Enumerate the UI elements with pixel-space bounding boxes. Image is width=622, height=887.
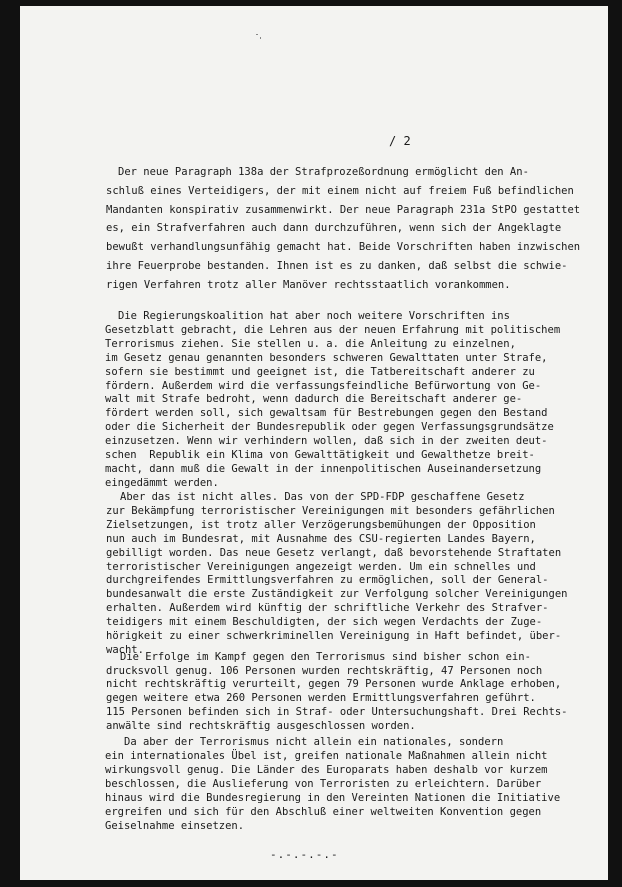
text-line: hinaus wird die Bundesregierung in den Vereinten Nationen die Initiative [105,792,561,804]
text-line: Geiselnahme einsetzen. [105,820,245,832]
text-line: nicht rechtskräftig verurteilt, gegen 79 Personen wurde Anklage erhoben, [106,678,562,690]
text-line: hörigkeit zu einer schwerkriminellen Vereinigung in Haft befindet, über- [106,630,562,642]
text-line: nun auch im Bundesrat, mit Ausnahme des CSU-regierten Landes Bayern, [106,533,536,545]
text-line: im Gesetz genau genannten besonders schweren Gewalttaten unter Strafe, [105,352,548,364]
text-line: erhalten. Außerdem wird künftig der schriftliche Verkehr des Strafver- [106,602,549,614]
text-line: wacht. [106,644,144,656]
text-line: Terrorismus ziehen. Sie stellen u. a. die Anleitung zu einzelnen, [105,338,516,350]
text-line: terroristischer Vereinigungen angezeigt werden. Um ein schnelles und [106,561,536,573]
text-line: gegen weitere etwa 260 Personen werden Ermittlungsverfahren geführt. [106,692,536,704]
text-line: Gesetzblatt gebracht, die Lehren aus der neuen Erfahrung mit politischem [105,324,561,336]
page-number: / 2 [389,134,411,148]
text-line: anwälte sind rechtskräftig ausgeschlossen worden. [106,720,416,732]
text-line: oder die Sicherheit der Bundesrepublik oder gegen Verfassungsgrundsätze [105,421,554,433]
text-line: beschlossen, die Auslieferung von Terroristen zu erleichtern. Darüber [105,778,542,790]
text-line: Die Regierungskoalition hat aber noch weitere Vorschriften ins [118,310,510,322]
text-line: Der neue Paragraph 138a der Strafprozeßordnung ermöglicht den An- [118,166,529,178]
text-line: bewußt verhandlungsunfähig gemacht hat. Beide Vorschriften haben inzwischen [106,241,581,253]
text-line: es, ein Strafverfahren auch dann durchzuführen, wenn sich der Angeklagte [106,222,562,234]
text-line: gebilligt worden. Das neue Gesetz verlangt, daß bevorstehende Straftaten [106,547,562,559]
text-line: Die Erfolge im Kampf gegen den Terrorismus sind bisher schon ein- [120,651,531,663]
text-line: Mandanten konspirativ zusammenwirkt. Der neue Paragraph 231a StPO gestattet [106,204,581,216]
text-line: teidigers mit einem Beschuldigten, der sich wegen Verdachts der Zuge- [106,616,543,628]
text-line: rigen Verfahren trotz aller Manöver rechtsstaatlich vorankommen. [106,279,511,291]
text-line: fördern. Außerdem wird die verfassungsfeindliche Befürwortung von Ge- [105,380,542,392]
text-line: walt mit Strafe bedroht, wenn dadurch die Bereitschaft anderer ge- [105,393,523,405]
document-page [20,6,608,880]
text-line: wirkungsvoll genug. Die Länder des Europarats haben deshalb vor kurzem [105,764,548,776]
text-line: zur Bekämpfung terroristischer Vereinigungen mit besonders gefährlichen [106,505,555,517]
text-line: sofern sie bestimmt und geeignet ist, die Tatbereitschaft anderer zu [105,366,535,378]
scan-speck [256,34,258,35]
scan-speck [260,37,261,39]
text-line: ein internationales Übel ist, greifen nationale Maßnahmen allein nicht [105,750,548,762]
text-line: ihre Feuerprobe bestanden. Ihnen ist es zu danken, daß selbst die schwie- [106,260,568,272]
end-mark: -.-.-.-.- [270,848,339,861]
text-line: Aber das ist nicht alles. Das von der SPD-FDP geschaffene Gesetz [120,491,525,503]
text-line: 115 Personen befinden sich in Straf- oder Untersuchungshaft. Drei Rechts- [106,706,568,718]
text-line: durchgreifendes Ermittlungsverfahren zu ermöglichen, soll der General- [106,574,549,586]
text-line: macht, dann muß die Gewalt in der innenpolitischen Auseinandersetzung [105,463,542,475]
text-line: schen Republik ein Klima von Gewalttätigkeit und Gewalthetze breit- [105,449,535,461]
text-line: ergreifen und sich für den Abschluß einer weltweiten Konvention gegen [105,806,542,818]
text-line: Da aber der Terrorismus nicht allein ein nationales, sondern [124,736,504,748]
text-line: einzusetzen. Wenn wir verhindern wollen, daß sich in der zweiten deut- [105,435,548,447]
text-line: eingedämmt werden. [105,477,219,489]
text-line: Zielsetzungen, ist trotz aller Verzögerungsbemühungen der Opposition [106,519,536,531]
text-line: fördert werden soll, sich gewaltsam für Bestrebungen gegen den Bestand [105,407,548,419]
text-line: schluß eines Verteidigers, der mit einem nicht auf freiem Fuß befindlichen [106,185,574,197]
text-line: bundesanwalt die erste Zuständigkeit zur Verfolgung solcher Vereinigungen [106,588,568,600]
text-line: drucksvoll genug. 106 Personen wurden rechtskräftig, 47 Personen noch [106,665,543,677]
